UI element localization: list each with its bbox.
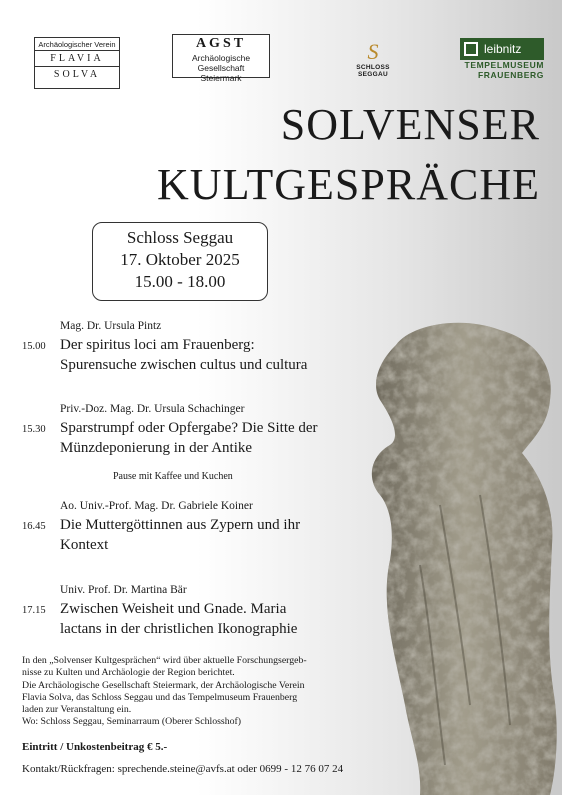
talk-title-line2: Münzdeponierung in der Antike [60, 440, 253, 456]
talk-title-line2: Kontext [60, 537, 109, 553]
schloss-seggau-logo [343, 40, 403, 82]
description-line: Wo: Schloss Seggau, Seminarraum (Oberer Schlosshof) [22, 716, 242, 728]
event-venue: Schloss Seggau [126, 228, 234, 247]
talk-title-line1: Der spiritus loci am Frauenberg: [60, 337, 255, 353]
agst-logo-line1: Archäologische Gesellschaft [191, 53, 251, 73]
contact-info: Kontakt/Rückfragen: sprechende.steine@avfs.at oder 0699 - 12 76 07 24 [22, 763, 344, 775]
talk-title-line2: lactans in der christlichen Ikonographie [60, 621, 298, 637]
talk-title [60, 335, 390, 375]
talk-title-line2: Spurensuche zwischen cultus und cultura [60, 357, 308, 373]
talk-time: 15.00 [22, 341, 46, 352]
title-line1: SOLVENSER [280, 100, 540, 149]
event-date: 17. Oktober 2025 [120, 250, 240, 269]
seggau-mark-icon: S [367, 39, 379, 64]
description-line: Die Archäologische Gesellschaft Steiermark, der Archäologische Verein [22, 679, 305, 691]
pause-note: Pause mit Kaffee und Kuchen [113, 471, 233, 482]
description-line: nisse zu Kulten und Archäologie der Region berichtet. [22, 667, 235, 679]
agst-logo-title: AGST [195, 36, 247, 51]
talk-title [60, 599, 390, 639]
talk-title-line1: Zwischen Weisheit und Gnade. Maria [60, 601, 287, 617]
speaker-name: Priv.-Doz. Mag. Dr. Ursula Schachinger [60, 403, 245, 415]
leibnitz-logo-bar [460, 38, 544, 60]
talk-title [60, 418, 390, 458]
talk-title-line1: Die Muttergöttinnen aus Zypern und ihr [60, 517, 301, 533]
admission-fee: Eintritt / Unkostenbeitrag € 5.- [22, 741, 168, 753]
description-line: laden zur Veranstaltung ein. [22, 704, 132, 716]
talk-time: 17.15 [22, 605, 46, 616]
seggau-logo-label: SCHLOSS SEGGAU [356, 64, 390, 78]
leibnitz-logo-line2: FRAUENBERG [478, 70, 544, 80]
agst-logo [172, 34, 270, 83]
speaker-name: Univ. Prof. Dr. Martina Bär [60, 584, 187, 596]
speaker-name: Mag. Dr. Ursula Pintz [60, 320, 162, 332]
event-time: 15.00 - 18.00 [134, 272, 226, 291]
talk-title-line1: Sparstrumpf oder Opfergabe? Die Sitte der [60, 420, 318, 436]
title-line2: KULTGESPRÄCHE [157, 160, 540, 209]
talk-title [60, 515, 390, 555]
leibnitz-logo-line1: TEMPELMUSEUM [464, 60, 544, 70]
talk-time: 15.30 [22, 424, 46, 435]
leibnitz-logo-name: leibnitz [484, 42, 522, 56]
flavia-solva-logo [34, 37, 120, 89]
event-description [22, 655, 352, 729]
flavia-logo-line2: FLAVIA [50, 53, 104, 64]
leibnitz-mark-icon [464, 42, 478, 56]
event-info-box [92, 222, 268, 301]
description-line: Flavia Solva, das Schloss Seggau und das Tempelmuseum Frauenberg [22, 691, 298, 703]
description-line: In den „Solvenser Kultgesprächen“ wird über aktuelle Forschungsergeb- [22, 655, 307, 666]
flavia-logo-line1: Archäologischer Verein [35, 38, 119, 51]
tempelmuseum-logo [460, 38, 544, 86]
flavia-logo-line3: SOLVA [35, 66, 119, 82]
speaker-name: Ao. Univ.-Prof. Mag. Dr. Gabriele Koiner [60, 500, 253, 512]
talk-time: 16.45 [22, 521, 46, 532]
agst-logo-line2: Steiermark [200, 73, 242, 83]
